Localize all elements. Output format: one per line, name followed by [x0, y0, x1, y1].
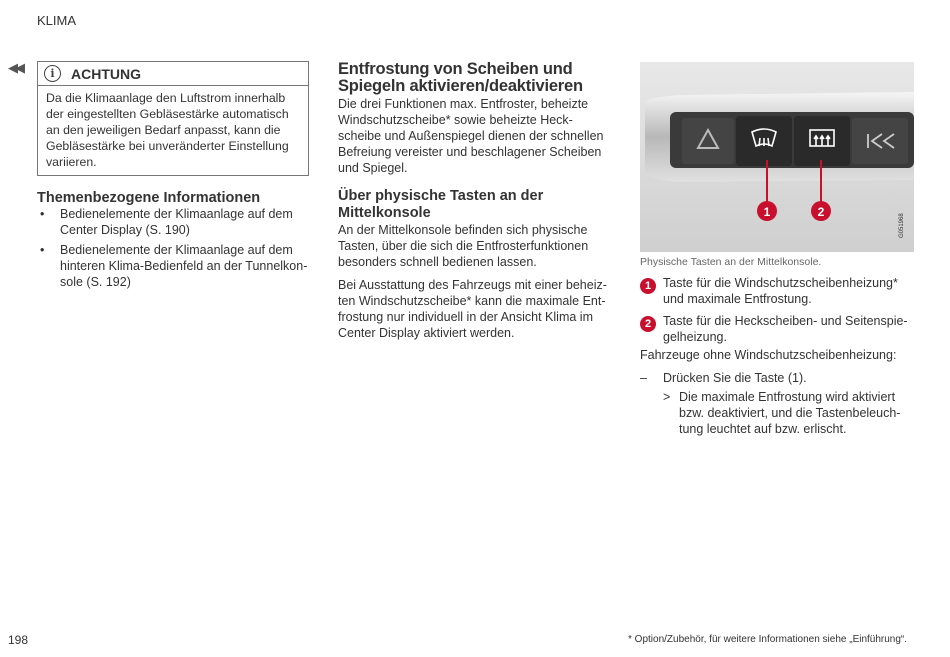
figure-caption: Physische Tasten an der Mittelkonsole. — [640, 256, 822, 268]
warning-header — [38, 62, 308, 86]
result-marker: > — [663, 390, 671, 404]
result-text: Die maximale Entfrostung wird aktiviert bzw. deaktiviert, und die Tastenbeleuch- tung leuchtet auf bzw. erlischt. — [679, 390, 901, 436]
warning-line: der eingestellten Gebläsestärke automatisch — [46, 107, 289, 121]
warning-line: an den jeweiligen Bedarf anpasst, kann die — [46, 123, 281, 137]
intro-text: Die drei Funktionen max. Entfroster, beheizte Windschutzscheibe* sowie beheizte Heck- scheibe und Außenspiegel dienen der schnellen Befreiung vereister und beschlagener Scheiben und Spiegel. — [338, 97, 604, 175]
legend-number: 1 — [640, 278, 656, 294]
step-text: Drücken Sie die Taste (1). — [663, 371, 807, 385]
para-heated-windshield: Bei Ausstattung des Fahrzeugs mit einer beheiz- ten Windschutzscheibe* kann die maximale Ent- frostung nur individuell in der Ansicht Klima im Center Display aktiviert werden. — [338, 278, 607, 340]
section-header: KLIMA — [37, 13, 77, 28]
warning-line: Da die Klimaanlage den Luftstrom innerhalb — [46, 91, 286, 105]
warning-box — [37, 61, 309, 176]
warning-text — [38, 86, 308, 170]
footer-note: * Option/Zubehör, für weitere Informationen siehe „Einführung“. — [628, 634, 908, 645]
related-link[interactable]: • Bedienelemente der Klimaanlage auf dem hinteren Klima-Bedienfeld an der Tunnelkon- sole (S. 192) — [40, 243, 308, 289]
para-buttons: An der Mittelkonsole befinden sich physische Tasten, über die sich die Entfrosterfunktionen besonders schnell bedienen lassen. — [338, 223, 589, 269]
legend-item: 1 Taste für die Windschutzscheibenheizung* und maximale Entfrostung. — [640, 275, 920, 307]
info-circle-icon: i — [44, 65, 61, 82]
callout-2-label: 2 — [817, 205, 825, 219]
no-heat-label: Fahrzeuge ohne Windschutzscheibenheizung: — [640, 348, 897, 362]
legend-list — [640, 275, 920, 345]
legend-number: 2 — [640, 316, 656, 332]
legend-item: 2 Taste für die Heckscheiben- und Seitenspie- gelheizung. — [640, 313, 920, 345]
callout-1-label: 1 — [763, 205, 771, 219]
warning-title: ACHTUNG — [71, 65, 141, 82]
warning-line: variieren. — [46, 155, 97, 169]
related-list — [37, 206, 322, 294]
related-title: Themenbezogene Informationen — [37, 190, 261, 206]
warning-line: Gebläsestärke bei unveränderter Einstellung — [46, 139, 289, 153]
main-title: Entfrostung von Scheiben und Spiegeln aktivieren/deaktivieren — [338, 60, 583, 95]
sub-title: Über physische Tasten an der Mittelkonsole — [338, 188, 544, 221]
related-link[interactable]: • Bedienelemente der Klimaanlage auf dem Center Display (S. 190) — [40, 207, 293, 237]
image-code: G051968 — [899, 213, 905, 238]
page-number: 198 — [8, 633, 29, 647]
console-buttons-image — [640, 62, 914, 252]
step-dash: – — [640, 371, 647, 385]
double-left-triangle-icon[interactable]: ◀◀ — [8, 60, 22, 75]
